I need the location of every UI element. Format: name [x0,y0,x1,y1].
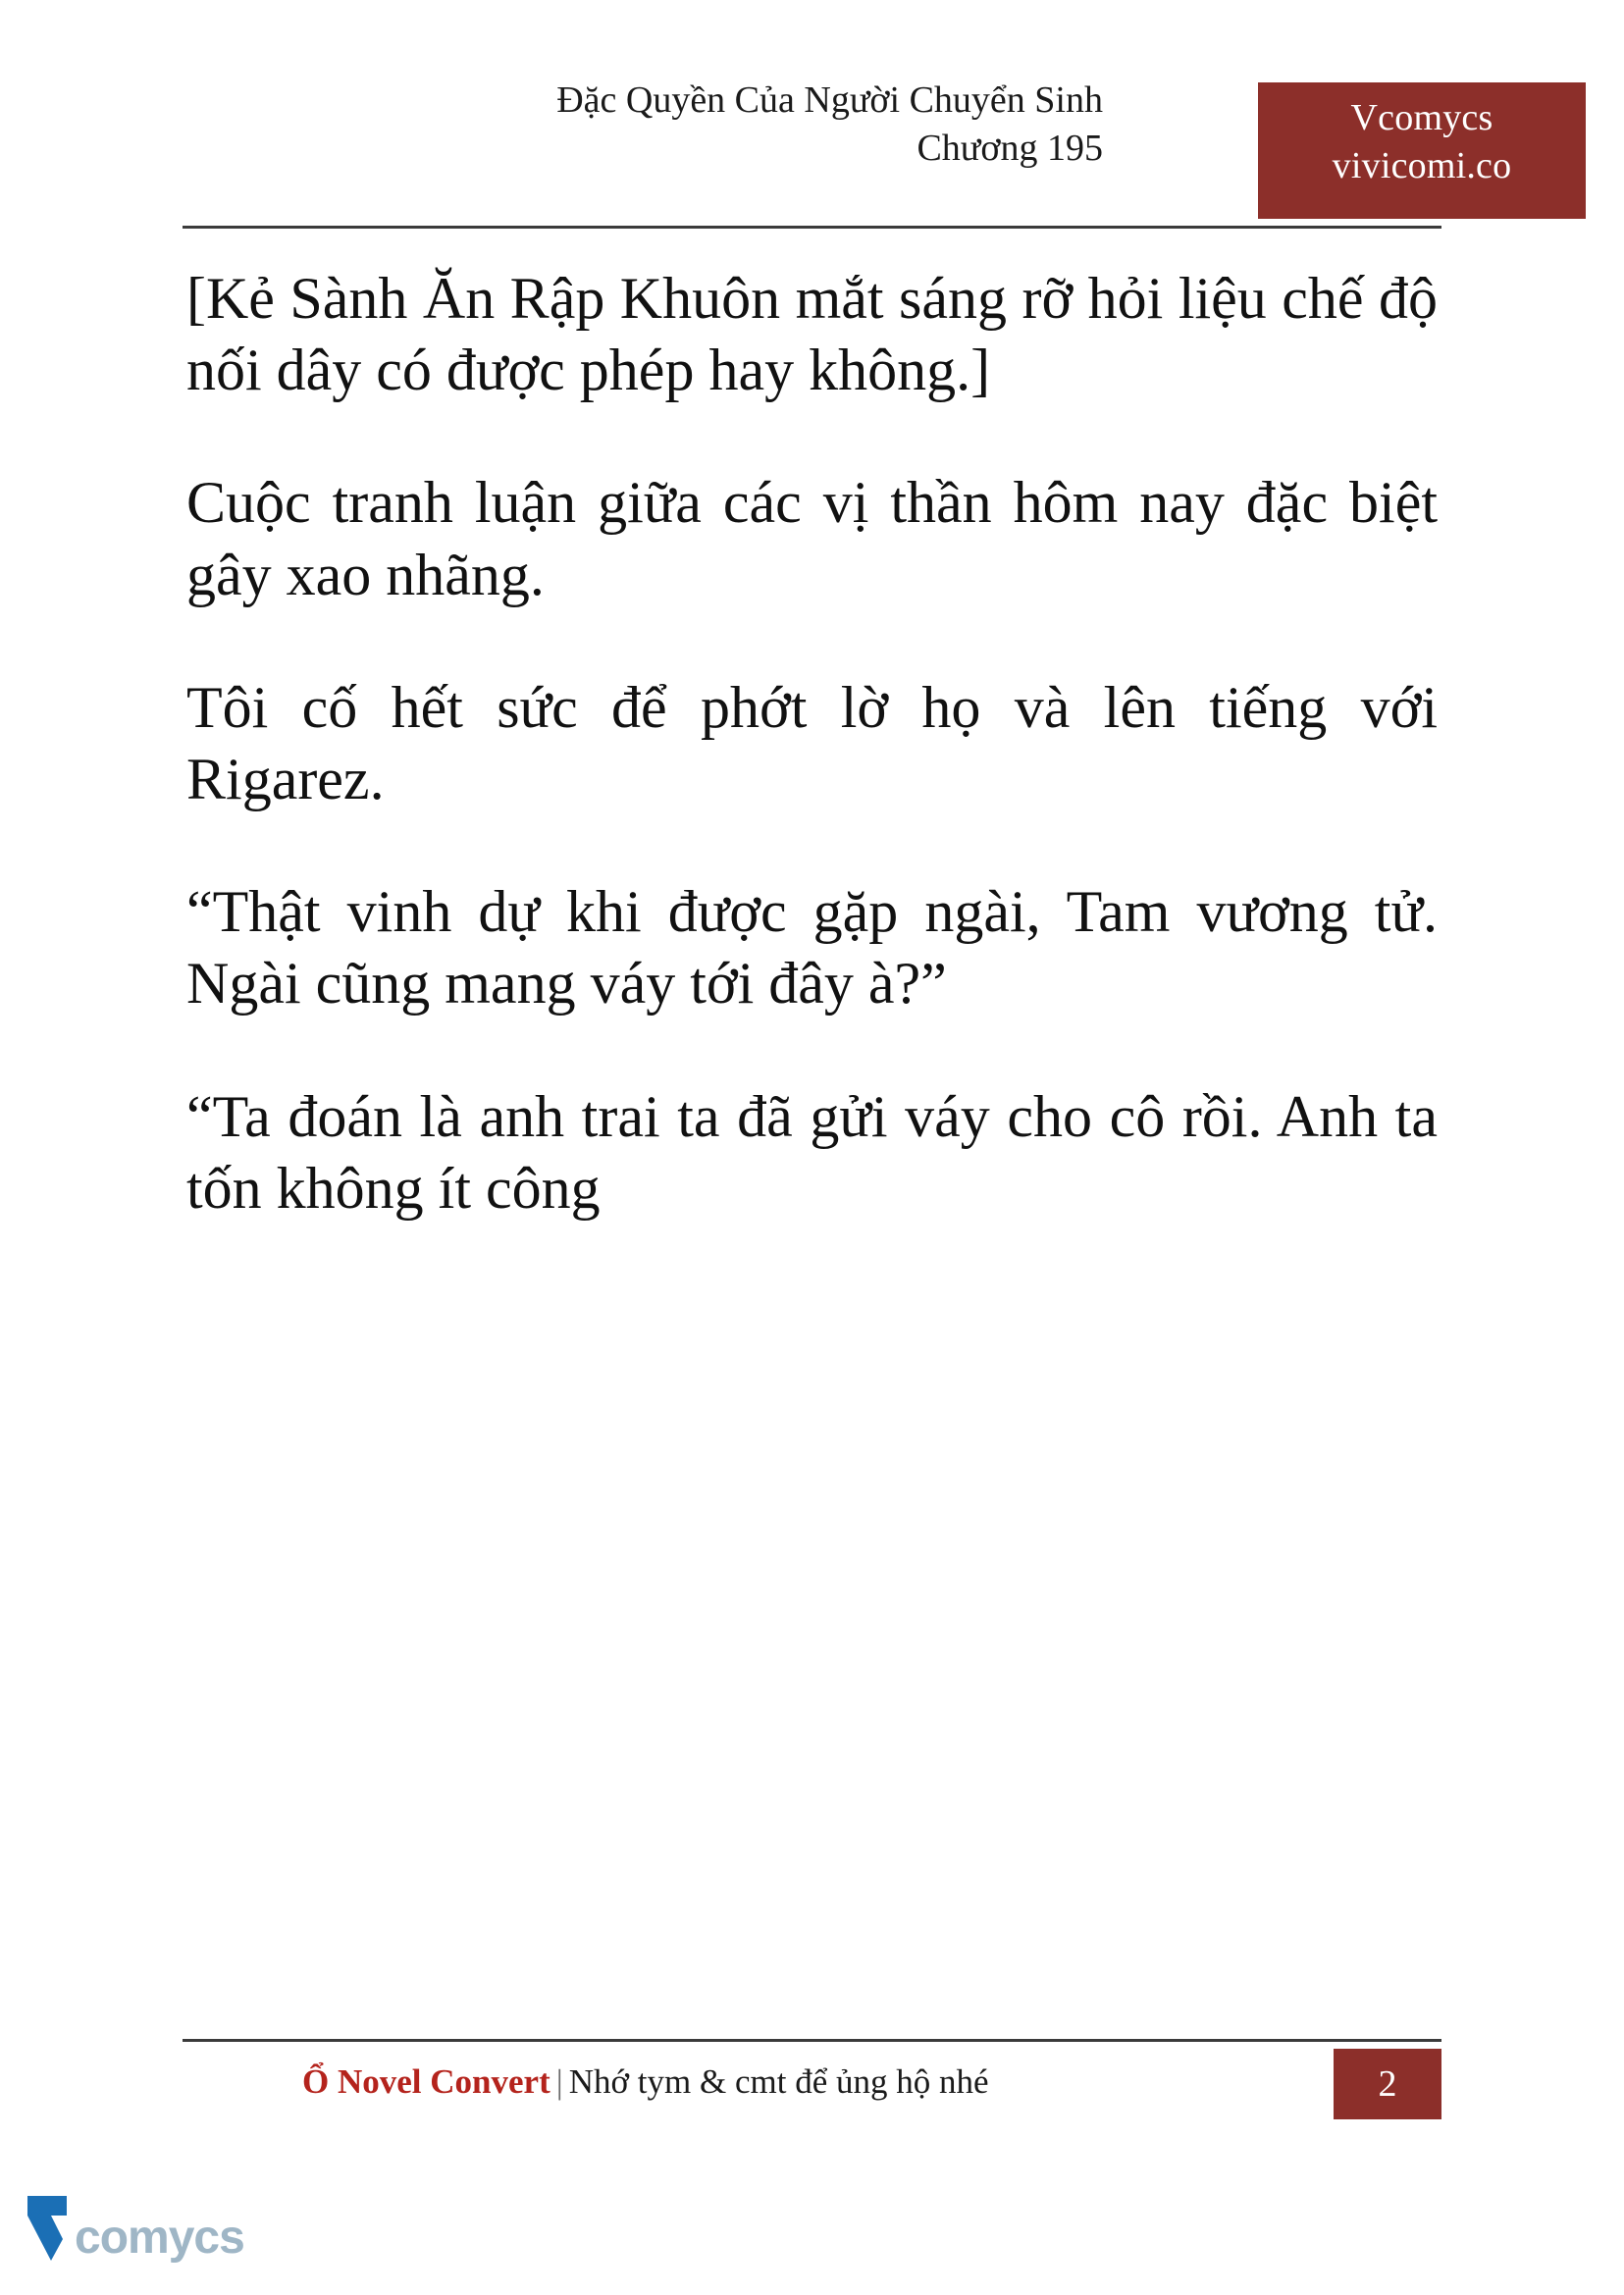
page-footer [183,2039,1441,2123]
paragraph: “Ta đoán là anh trai ta đã gửi váy cho cô rồi. Anh ta tốn không ít công [186,1083,1438,1221]
vcomycs-watermark-logo [22,2180,277,2278]
brand-url: vivicomi.co [1332,144,1512,186]
paragraph: [Kẻ Sành Ăn Rập Khuôn mắt sáng rỡ hỏi liệu chế độ nối dây có được phép hay không.] [186,266,1438,403]
footer-credit [302,2062,989,2102]
brand-name: Vcomycs [1350,97,1493,138]
page-content [186,263,1438,1225]
watermark-icon [22,2180,277,2278]
footer-divider [183,2039,1441,2042]
header-title-block [220,77,1103,174]
footer-separator: | [555,2062,563,2101]
page-number: 2 [1334,2049,1441,2119]
paragraph: Cuộc tranh luận giữa các vị thần hôm nay đặc biệt gây xao nhãng. [186,470,1438,607]
footer-note: Nhớ tym & cmt để ủng hộ nhé [568,2062,989,2101]
paragraph: Tôi cố hết sức để phớt lờ họ và lên tiếng với Rigarez. [186,674,1438,811]
paragraph: “Thật vinh dự khi được gặp ngài, Tam vương tử. Ngài cũng mang váy tới đây à?” [186,879,1438,1017]
brand-badge [1258,82,1586,219]
footer-bar [183,2049,1441,2119]
header-divider [183,226,1441,229]
footer-brand-name: Ổ Novel Convert [302,2062,550,2101]
page-header [183,77,1512,226]
chapter-title: Chương 195 [917,128,1103,170]
svg-text:comycs: comycs [75,2212,244,2264]
novel-title: Đặc Quyền Của Người Chuyển Sinh [556,79,1103,121]
